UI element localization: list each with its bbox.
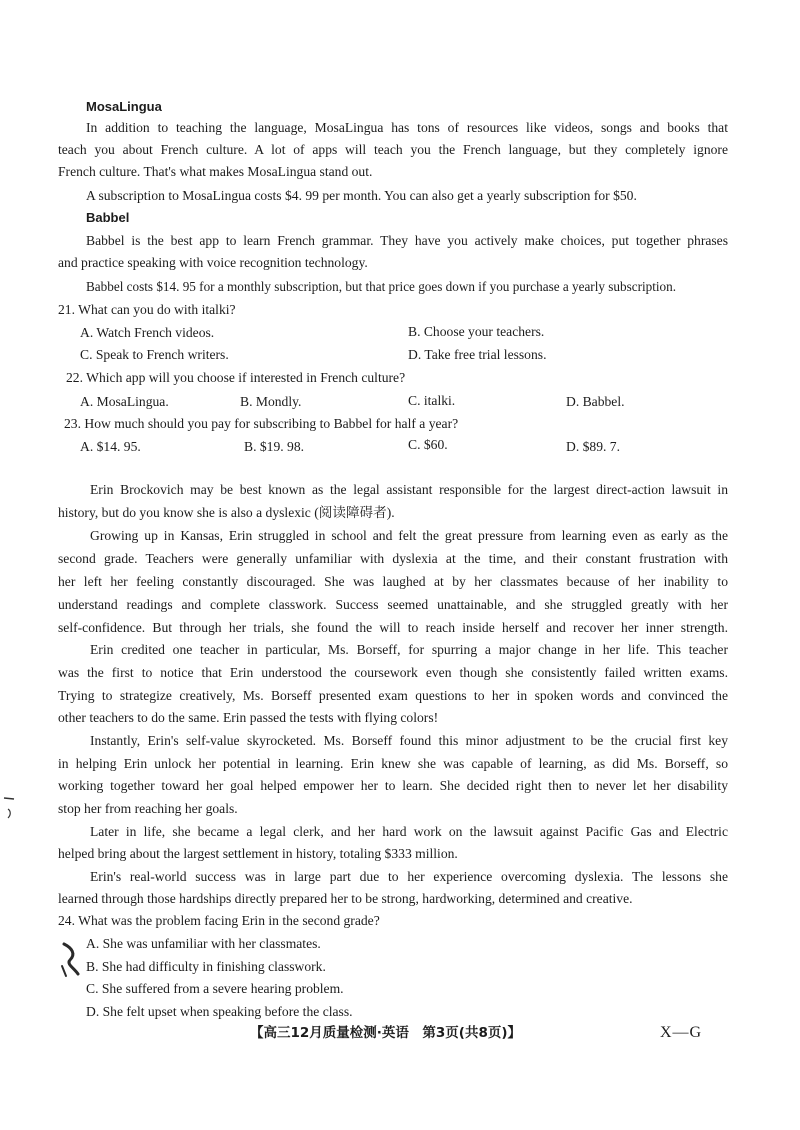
- handwritten-mark-icon: [58, 940, 84, 980]
- question-24-option-d: D. She felt upset when speaking before the class.: [86, 1004, 353, 1019]
- mosalingua-paragraph-line: French culture. That's what makes MosaLingua stand out.: [58, 164, 373, 179]
- passage-d-paragraph-4-line: working together toward her goal helped empower her to learn. She decided right then to never let her disability: [58, 778, 728, 793]
- passage-d-paragraph-2-line: understand readings and complete classwork. Success seemed unattainable, and she struggled greatly with her: [58, 597, 728, 612]
- question-23-option-b: B. $19. 98.: [244, 439, 305, 454]
- passage-d-paragraph-6-line: Erin's real-world success was in large part due to her experience overcoming dyslexia. The lessons she: [90, 869, 728, 884]
- passage-d-paragraph-4-line: Instantly, Erin's self-value skyrocketed. Ms. Borseff found this minor adjustment to be the crucial first key: [90, 733, 728, 748]
- question-22-stem: 22. Which app will you choose if interested in French culture?: [66, 370, 406, 385]
- question-21-option-c: C. Speak to French writers.: [80, 347, 229, 362]
- passage-d-paragraph-2-line: Growing up in Kansas, Erin struggled in school and felt the great pressure from learning even as early as the: [90, 528, 728, 543]
- question-22-option-a: A. MosaLingua.: [80, 394, 169, 409]
- passage-d-paragraph-1-line: Erin Brockovich may be best known as the legal assistant responsible for the largest direct-action lawsuit in: [90, 482, 728, 497]
- babbel-price-paragraph: Babbel costs $14. 95 for a monthly subscription, but that price goes down if you purchase a yearly subscription.: [86, 279, 677, 294]
- question-23-option-c: C. $60.: [408, 437, 448, 452]
- mosalingua-price-paragraph: A subscription to MosaLingua costs $4. 99 per month. You can also get a yearly subscription for $50.: [86, 188, 637, 203]
- question-23-stem: 23. How much should you pay for subscribing to Babbel for half a year?: [64, 416, 459, 431]
- passage-d-paragraph-3-line: was the first to notice that Erin understood the coursework even though she consistently failed written exams.: [58, 665, 728, 680]
- passage-d-paragraph-4-line: in helping Erin unlock her potential in learning. Erin knew she was capable of learning, as did Ms. Borseff, so: [58, 756, 728, 771]
- footer-title: 【高三12月质量检测·英语 第3页(共8页)】: [250, 1025, 522, 1041]
- mosalingua-paragraph-line: teach you about French culture. A lot of apps will teach you the French language, but they completely ignore: [58, 142, 728, 157]
- question-22-option-b: B. Mondly.: [240, 394, 302, 409]
- question-22-option-c: C. italki.: [408, 393, 456, 408]
- question-24-option-a: A. She was unfamiliar with her classmates.: [86, 936, 321, 951]
- passage-d-paragraph-2-line: her left her feeling constantly discouraged. She was laughed at by her classmates because of her inability to: [58, 574, 728, 589]
- passage-d-paragraph-3-line: Erin credited one teacher in particular, Ms. Borseff, for spurring a major change in her life. This teacher: [90, 642, 728, 657]
- passage-d-paragraph-1-line: history, but do you know she is also a dyslexic (阅读障碍者).: [58, 505, 395, 520]
- babbel-paragraph-line: and practice speaking with voice recognition technology.: [58, 255, 368, 270]
- mosalingua-heading: MosaLingua: [86, 99, 162, 114]
- question-23-option-d: D. $89. 7.: [566, 439, 620, 454]
- passage-d-paragraph-4-line: stop her from reaching her goals.: [58, 801, 238, 816]
- footer-code: X—G: [660, 1024, 703, 1041]
- question-21-stem: 21. What can you do with italki?: [58, 302, 236, 317]
- passage-d-paragraph-3-line: other teachers to do the same. Erin passed the tests with flying colors!: [58, 710, 439, 725]
- question-24-option-c: C. She suffered from a severe hearing problem.: [86, 981, 344, 996]
- passage-d-paragraph-5-line: Later in life, she became a legal clerk, and her hard work on the lawsuit against Pacific Gas and Electric: [90, 824, 728, 839]
- mosalingua-paragraph-line: In addition to teaching the language, MosaLingua has tons of resources like videos, songs and books that: [86, 120, 728, 135]
- question-22-option-d: D. Babbel.: [566, 394, 625, 409]
- passage-d-paragraph-2-line: second grade. Teachers were generally unfamiliar with dyslexia at the time, and their constant frustration with: [58, 551, 728, 566]
- passage-d-paragraph-2-line: self-confidence. But through her trials, she found the will to reach inside herself and recover her inner strength.: [58, 620, 728, 635]
- question-23-option-a: A. $14. 95.: [80, 439, 141, 454]
- passage-d-paragraph-6-line: learned through those hardships directly prepared her to be strong, hardworking, determined and creative.: [58, 891, 633, 906]
- babbel-heading: Babbel: [86, 210, 130, 225]
- babbel-paragraph-line: Babbel is the best app to learn French grammar. They have you actively make choices, put together phrases: [86, 233, 728, 248]
- passage-d-paragraph-3-line: Trying to strategize creatively, Ms. Borseff presented exam questions to her in spoken words and convinced the: [58, 688, 728, 703]
- question-24-stem: 24. What was the problem facing Erin in the second grade?: [58, 913, 380, 928]
- passage-d-paragraph-5-line: helped bring about the largest settlement in history, totaling $333 million.: [58, 846, 458, 861]
- question-24-option-b: B. She had difficulty in finishing classwork.: [86, 959, 326, 974]
- question-21-option-a: A. Watch French videos.: [80, 325, 215, 340]
- margin-mark-icon: [2, 795, 16, 821]
- question-21-option-b: B. Choose your teachers.: [408, 324, 545, 339]
- question-21-option-d: D. Take free trial lessons.: [408, 347, 547, 362]
